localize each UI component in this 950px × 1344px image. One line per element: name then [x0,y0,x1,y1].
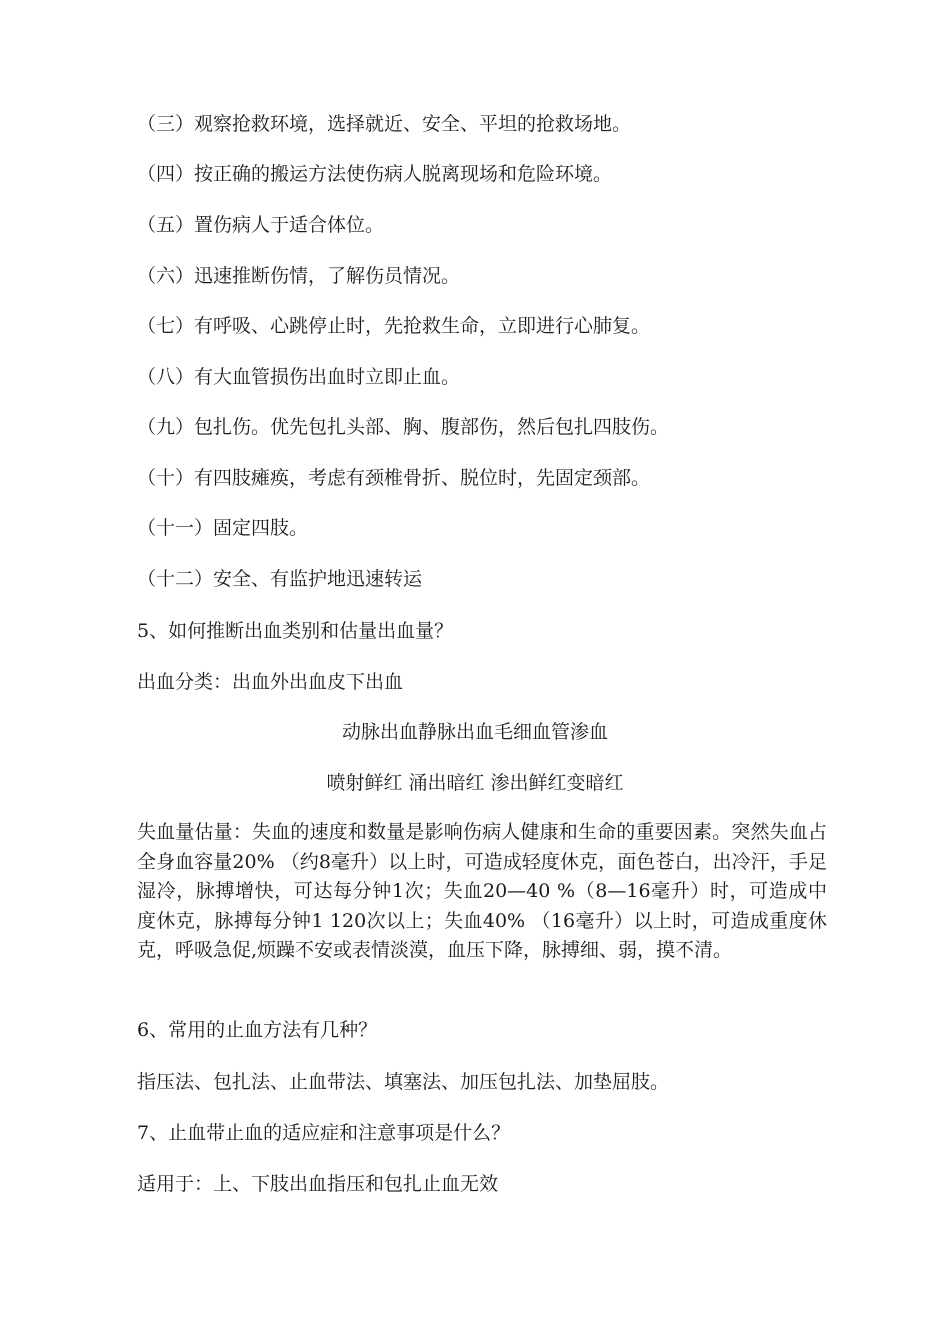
step-8: （八）有大血管损伤出血时立即止血。 [137,366,461,388]
step-12: （十二）安全、有监护地迅速转运 [137,568,423,590]
step-4: （四）按正确的搬运方法使伤病人脱离现场和危险环境。 [137,163,613,185]
blood-loss-estimate: 失血量估量：失血的速度和数量是影响伤病人健康和生命的重要因素。突然失血占全身血容量20% （约8毫升）以上时，可造成轻度休克，面色苍白，出冷汗，手足湿冷，脉搏增快，可达每分钟1次；失血20—40 %（8—16毫升）时，可造成中度休克，脉搏每分钟1 120次以上；失血40% （16毫升）以上时，可造成重度休克，呼吸急促,烦躁不安或表情淡漠，血压下降，脉搏细、弱，摸不清。 [137,821,827,961]
step-10: （十）有四肢瘫痪，考虑有颈椎骨折、脱位时，先固定颈部。 [137,467,651,489]
step-5: （五）置伤病人于适合体位。 [137,214,385,236]
bleeding-types: 动脉出血静脉出血毛细血管渗血 [341,721,608,743]
bleeding-features: 喷射鲜红 涌出暗红 渗出鲜红变暗红 [326,772,624,794]
tourniquet-indication: 适用于：上、下肢出血指压和包扎止血无效 [137,1173,499,1195]
step-11: （十一）固定四肢。 [137,517,309,539]
hemostasis-methods: 指压法、包扎法、止血带法、填塞法、加压包扎法、加垫屈肢。 [137,1071,670,1093]
question-7: 7、止血带止血的适应症和注意事项是什么？ [137,1122,511,1144]
question-5: 5、如何推断出血类别和估量出血量？ [137,620,454,642]
step-6: （六）迅速推断伤情，了解伤员情况。 [137,265,461,287]
question-6: 6、常用的止血方法有几种？ [137,1019,378,1041]
step-7: （七）有呼吸、心跳停止时，先抢救生命，立即进行心肺复。 [137,315,651,337]
bleeding-classification: 出血分类：出血外出血皮下出血 [137,671,404,693]
step-9: （九）包扎伤。优先包扎头部、胸、腹部伤，然后包扎四肢伤。 [137,416,670,438]
step-3: （三）观察抢救环境，选择就近、安全、平坦的抢救场地。 [137,113,632,135]
